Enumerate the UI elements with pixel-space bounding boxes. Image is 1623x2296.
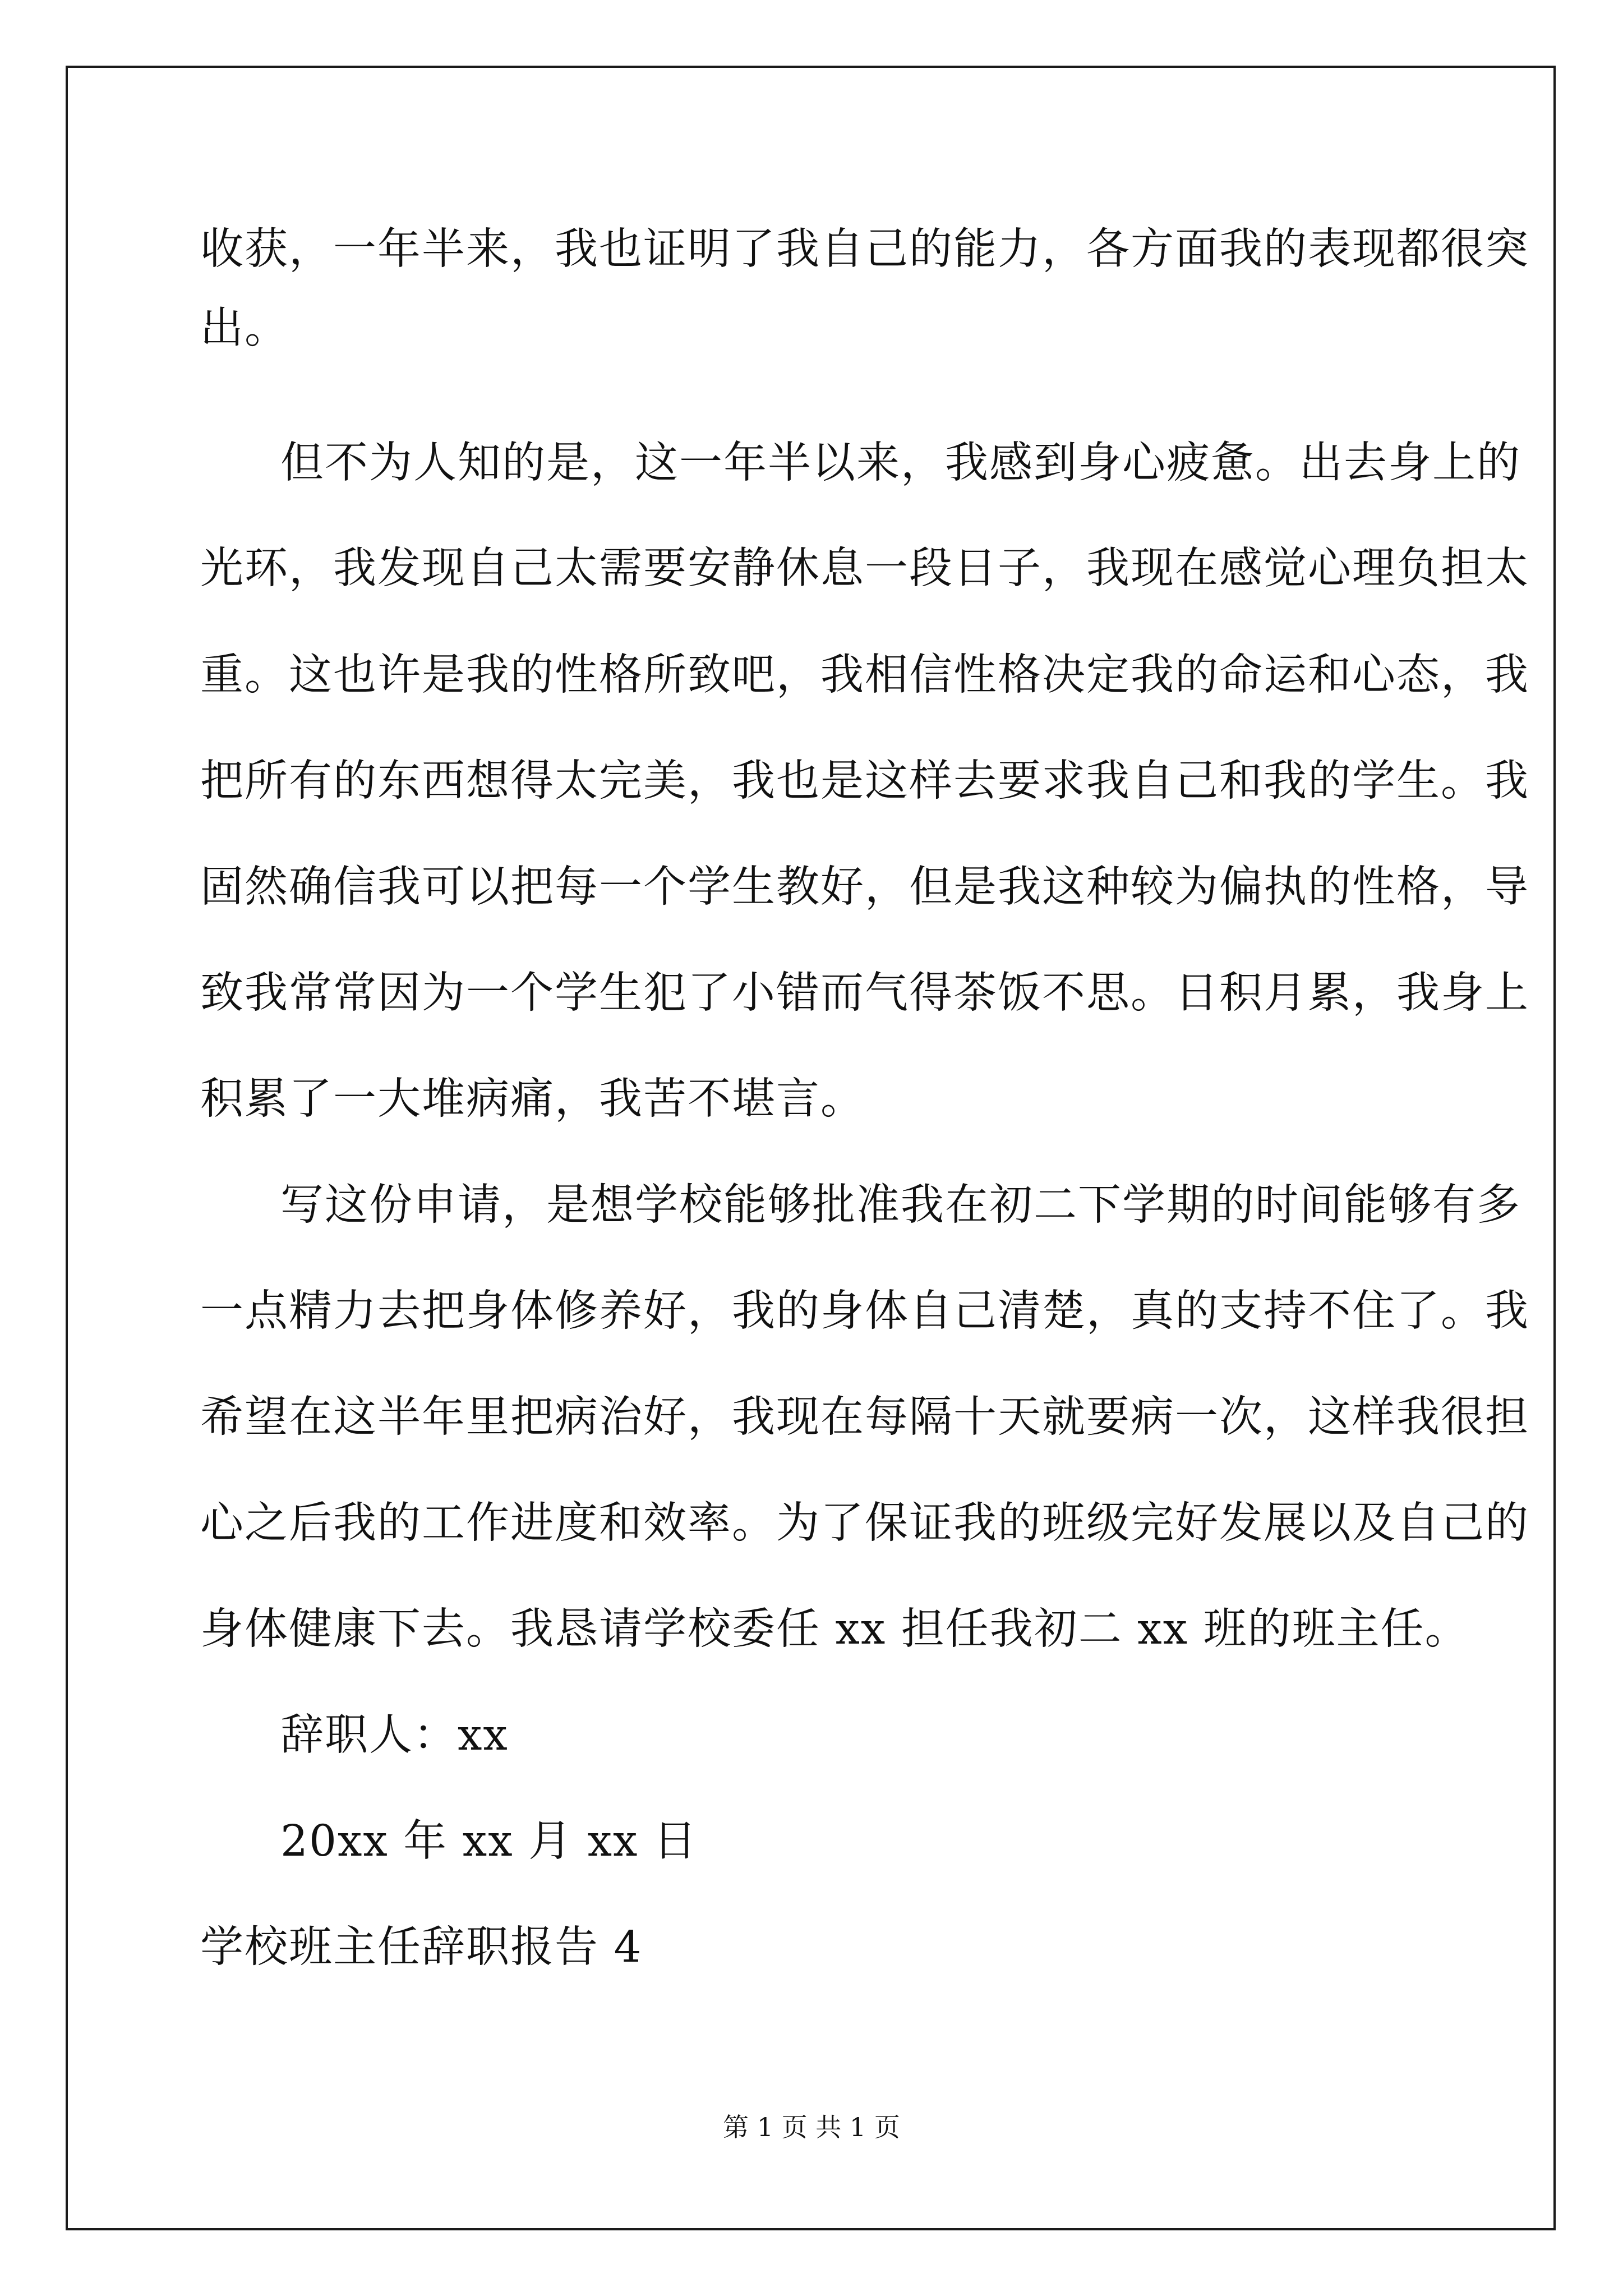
date-line: 20xx 年 xx 月 xx 日 (280, 1816, 698, 1866)
body-line-2: 出。 (200, 303, 289, 353)
paragraph-2-line-1: 但不为人知的是，这一年半以来，我感到身心疲惫。出去身上的 (280, 438, 1521, 488)
page-footer: 第 1 页 共 1 页 (723, 2112, 900, 2142)
paragraph-2-line-2: 光环，我发现自己太需要安静休息一段日子，我现在感觉心理负担太 (200, 544, 1529, 593)
paragraph-3-line-3: 希望在这半年里把病治好，我现在每隔十天就要病一次，这样我很担 (200, 1392, 1529, 1442)
paragraph-2-line-4: 把所有的东西想得太完美，我也是这样去要求我自己和我的学生。我 (200, 756, 1529, 806)
paragraph-3-line-4: 心之后我的工作进度和效率。为了保证我的班级完好发展以及自己的 (200, 1498, 1529, 1548)
paragraph-2-line-3: 重。这也许是我的性格所致吧，我相信性格决定我的命运和心态，我 (200, 650, 1529, 700)
body-line-1: 收获，一年半来，我也证明了我自己的能力，各方面我的表现都很突 (200, 224, 1529, 274)
paragraph-2-line-5: 固然确信我可以把每一个学生教好，但是我这种较为偏执的性格，导 (200, 862, 1529, 912)
paragraph-2-line-6: 致我常常因为一个学生犯了小错而气得茶饭不思。日积月累，我身上 (200, 968, 1529, 1018)
paragraph-3-line-5: 身体健康下去。我恳请学校委任 xx 担任我初二 xx 班的班主任。 (200, 1604, 1469, 1654)
page-border (66, 66, 1556, 2230)
paragraph-2-line-7: 积累了一大堆病痛，我苦不堪言。 (200, 1074, 865, 1124)
paragraph-3-line-1: 写这份申请，是想学校能够批准我在初二下学期的时间能够有多 (280, 1180, 1521, 1230)
signature-line: 辞职人：xx (280, 1710, 509, 1760)
paragraph-3-line-2: 一点精力去把身体修养好，我的身体自己清楚，真的支持不住了。我 (200, 1286, 1529, 1336)
section-heading: 学校班主任辞职报告 4 (200, 1922, 643, 1972)
